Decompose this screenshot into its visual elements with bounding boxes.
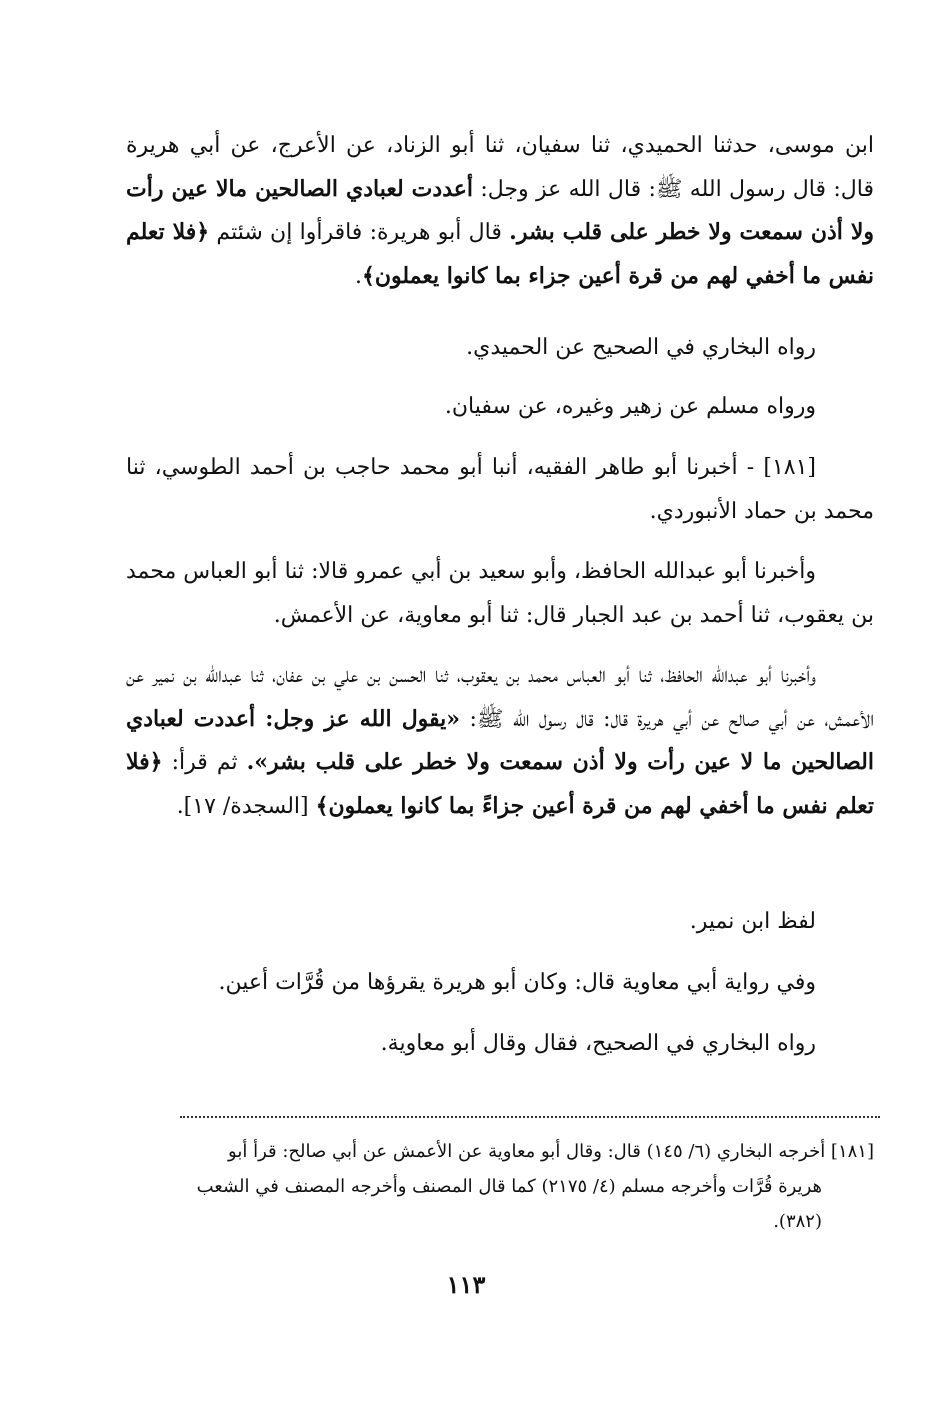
main-text <box>126 124 874 298</box>
hadith-qudsi-text: أعددت لعبادي الصالحين مالا عين رأت ولا أذن سمعت ولا خطر على قلب بشر. <box>126 175 875 245</box>
paragraph-chain-second: وأخبرنا أبو عبدالله الحافظ، وأبو سعيد بن أبي عمرو قالا: ثنا أبو العباس محمد بن يعقوب، ثنا أحمد بن عبد الجبار قال: ثنا أبو معاوية، عن الأعمش. <box>126 559 874 628</box>
text-segment: قال أبو هريرة: فاقرأوا إن شئتم <box>216 220 502 245</box>
footnote-line: [١٨١] أخرجه البخاري (٦/ ١٤٥) قال: وقال أبو معاوية عن الأعمش عن أبي صالح: قرأ أبو <box>228 1141 874 1162</box>
hadith-qudsi-text: «يقول الله عز وجل: أعددت لعبادي الصالحين ما لا عين رأت ولا أذن سمعت ولا خطر على قلب بشر». <box>126 705 874 775</box>
paragraph-hadith-continuation <box>126 124 874 298</box>
paragraph-muslim-narration: ورواه مسلم عن زهير وغيره، عن سفيان. <box>444 394 816 419</box>
text-segment: ثم قرأ: <box>171 750 238 775</box>
page-number: ١١٣ <box>446 1270 486 1299</box>
quran-reference: [السجدة/ ١٧]. <box>176 793 309 819</box>
footnotes <box>126 1134 874 1239</box>
paragraph-bukhari-narration: رواه البخاري في الصحيح عن الحميدي. <box>466 335 816 360</box>
main-text-7 <box>126 900 874 944</box>
main-text-6 <box>126 654 874 828</box>
main-text-4 <box>126 446 874 533</box>
main-text-2 <box>126 326 874 370</box>
paragraph-wording-note: لفظ ابن نمير. <box>689 909 816 934</box>
footnote-line: هريرة قُرَّات وأخرجه مسلم (٤/ ٢١٧٥) كما قال المصنف وأخرجه المصنف في الشعب <box>196 1176 822 1197</box>
text-segment: وأخبرنا أبو عبدالله الحافظ، ثنا أبو العباس محمد بن يعقوب، ثنا الحسن بن علي بن عفان، ثنا عبدالله بن نمير عن الأعمش، عن أبي صالح عن أبي هريرة قال: قال رسول الله ﷺ: <box>126 663 874 732</box>
main-text-3 <box>126 385 874 429</box>
quran-verse: ﴿فلا تعلم نفس ما أخفي لهم من قرة أعين جزاءً بما كانوا يعملون﴾ <box>126 749 874 819</box>
paragraph-hadith-181: [١٨١] - أخبرنا أبو طاهر الفقيه، أنبا أبو محمد حاجب بن أحمد الطوسي، ثنا محمد بن حماد الأنبوردي. <box>126 455 874 524</box>
paragraph-abu-muawiya-narration: وفي رواية أبي معاوية قال: وكان أبو هريرة يقرؤها من قُرَّات أعين. <box>218 970 816 995</box>
main-text-5 <box>126 550 874 637</box>
text-segment: ابن موسى، حدثنا الحميدي، ثنا سفيان، ثنا أبو الزناد، عن الأعرج، عن أبي هريرة قال: قال رسول الله ﷺ: قال الله عز وجل: <box>126 133 874 202</box>
paragraph-chain-third <box>126 654 874 828</box>
quran-verse: ﴿فلا تعلم نفس ما أخفي لهم من قرة أعين جزاء بما كانوا يعملون﴾ <box>126 219 874 289</box>
text-segment: . <box>354 263 362 289</box>
main-text-9 <box>126 1022 874 1066</box>
footnote-separator <box>180 1116 880 1118</box>
footnote-line: (٣٨٢). <box>773 1211 822 1232</box>
paragraph-bukhari-sahih: رواه البخاري في الصحيح، فقال وقال أبو معاوية. <box>380 1031 816 1056</box>
main-text-8 <box>126 961 874 1005</box>
